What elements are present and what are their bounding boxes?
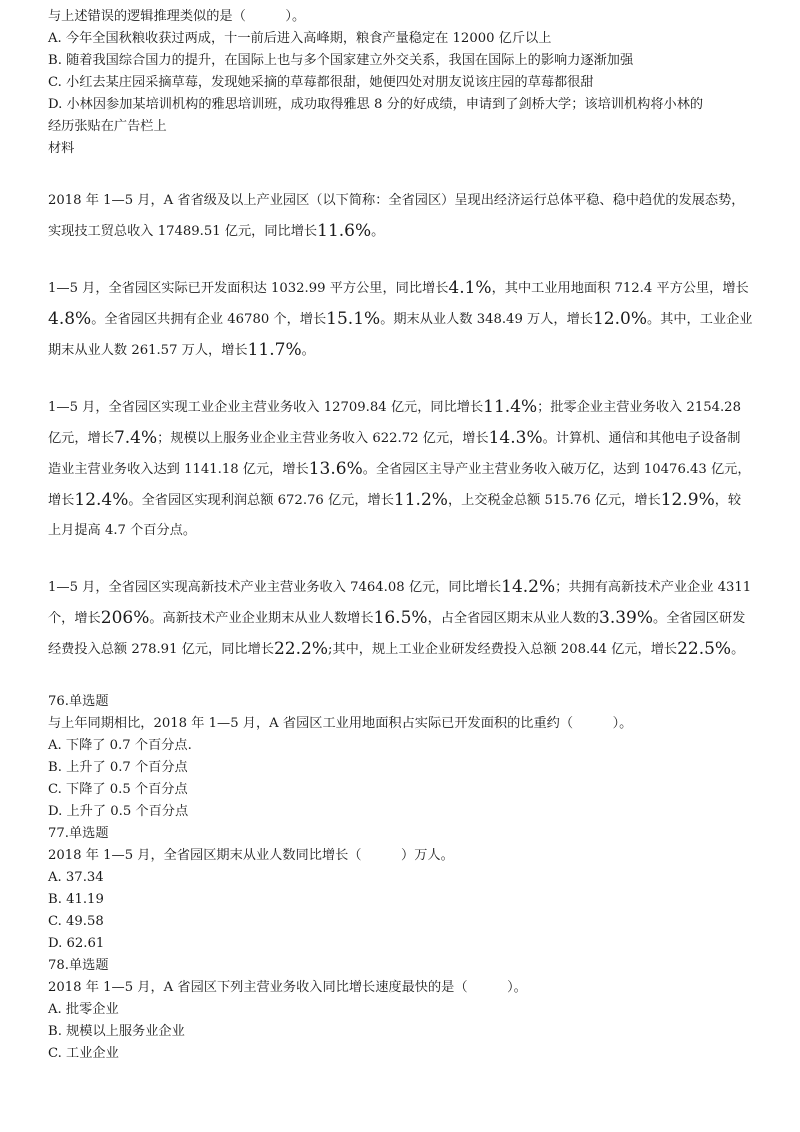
p2-text-4: 。期末从业人数 348.49 万人，增长 [380,312,593,327]
p2-pct-1: 4.1% [448,278,492,298]
p1-pct-1: 11.6% [317,221,372,241]
p4-text-7: 。 [731,642,745,657]
q78-stem: 2018 年 1—5 月，A 省园区下列主营业务收入同比增长速度最快的是（ ）。 [48,980,527,995]
material-paragraph-1 [48,186,753,247]
p3-text-5: 。全省园区主导产业主营业务收入破万亿，达到 10476.43 亿元，增长 [48,462,751,508]
p3-text-8: ，较上月提高 4.7 个百分点。 [48,493,742,538]
p4-text-1: 1—5 月，全省园区实现高新技术产业主营业务收入 7464.08 亿元，同比增长 [48,580,502,595]
q76-option-b: B. 上升了 0.7 个百分点 [48,760,188,775]
p4-pct-5: 22.2% [273,639,328,659]
p2-text-6: 。 [301,343,315,358]
p3-pct-3: 14.3% [488,428,543,448]
p2-pct-3: 15.1% [326,309,381,329]
q76-option-d: D. 上升了 0.5 个百分点 [48,804,189,819]
q76-option-a: A. 下降了 0.7 个百分点. [48,738,192,753]
material-paragraph-3 [48,392,753,546]
p3-pct-7: 12.9% [660,490,715,510]
p4-pct-6: 22.5% [677,639,732,659]
p4-pct-3: 16.5% [373,608,428,628]
material-label: 材料 [48,141,75,156]
p3-text-4: 。计算机、通信和其他电子设备制造业主营业务收入达到 1141.18 亿元，增长 [48,431,741,477]
q76-heading: 76.单选题 [48,694,109,709]
p4-pct-4: 3.39% [599,608,654,628]
p3-pct-2: 7.4% [113,428,158,448]
p3-text-6: 。全省园区实现利润总额 672.76 亿元，增长 [128,493,394,508]
p4-text-5: 。全省园区研发经费投入总额 278.91 亿元，同比增长 [48,611,746,657]
p3-text-3: ；规模以上服务业企业主营业务收入 622.72 亿元，增长 [157,431,489,446]
material-paragraph-4 [48,572,753,665]
q77-option-c: C. 49.58 [48,914,104,929]
p2-pct-2: 4.8% [48,309,92,329]
p2-text-1: 1—5 月，全省园区实际已开发面积达 1032.99 平方公里，同比增长 [48,281,449,296]
q78-option-a: A. 批零企业 [48,1002,119,1017]
p2-pct-5: 11.7% [247,340,302,360]
p3-text-1: 1—5 月，全省园区实现工业企业主营业务收入 12709.84 亿元，同比增长 [48,400,484,415]
p3-text-2: ；批零企业主营业务收入 2154.28 亿元，增长 [48,400,741,446]
q75-option-d: D. 小林因参加某培训机构的雅思培训班，成功取得雅思 8 分的好成绩，申请到了剑桥大学；该培训机构将小林的 [48,97,704,112]
p2-text-3: 。全省园区共拥有企业 46780 个，增长 [91,312,327,327]
p2-text-2: ，其中工业用地面积 712.4 平方公里，增长 [491,281,749,296]
p4-pct-1: 14.2% [501,577,556,597]
q75-stem: 与上述错误的逻辑推理类似的是（ ）。 [48,9,306,24]
material-paragraph-2 [48,273,753,366]
q76-option-c: C. 下降了 0.5 个百分点 [48,782,188,797]
p4-text-6: ;其中，规上工业企业研发经费投入总额 208.44 亿元，增长 [327,642,678,657]
q75-option-d-cont: 经历张贴在广告栏上 [48,119,167,134]
p2-text-5: 。其中，工业企业期末从业人数 261.57 万人，增长 [48,312,753,358]
q77-option-b: B. 41.19 [48,892,104,907]
q78-option-c: C. 工业企业 [48,1046,119,1061]
p4-text-4: ，占全省园区期末从业人数的 [427,611,599,626]
p3-pct-1: 11.4% [483,397,538,417]
p2-pct-4: 12.0% [592,309,647,329]
p1-text-1: 2018 年 1—5 月，A 省省级及以上产业园区（以下简称：全省园区）呈现出经济运行总体平稳、稳中趋优的发展态势，实现技工贸总收入 17489.51 亿元，同比增长 [48,193,745,239]
q78-option-b: B. 规模以上服务业企业 [48,1024,185,1039]
q76-stem: 与上年同期相比，2018 年 1—5 月，A 省园区工业用地面积占实际已开发面积的比重约（ ）。 [48,716,633,731]
q75-option-b: B. 随着我国综合国力的提升，在国际上也与多个国家建立外交关系，我国在国际上的影响力逐渐加强 [48,53,634,68]
p3-pct-5: 12.4% [74,490,129,510]
q77-option-d: D. 62.61 [48,936,105,951]
q77-option-a: A. 37.34 [48,870,104,885]
p4-pct-2: 206% [100,608,150,628]
document-page [48,6,753,1065]
p3-pct-4: 13.6% [308,459,363,479]
p1-text-2: 。 [371,224,385,239]
p3-text-7: ，上交税金总额 515.76 亿元，增长 [447,493,661,508]
q77-heading: 77.单选题 [48,826,109,841]
q75-option-a: A. 今年全国秋粮收获过两成，十一前后进入高峰期，粮食产量稳定在 12000 亿斤以上 [48,31,552,46]
q77-stem: 2018 年 1—5 月，全省园区期末从业人数同比增长（ ）万人。 [48,848,454,863]
p4-text-2: ；共拥有高新技术产业企业 4311 个，增长 [48,580,752,626]
q75-option-c: C. 小红去某庄园采摘草莓，发现她采摘的草莓都很甜，她便四处对朋友说该庄园的草莓都很甜 [48,75,594,90]
p3-pct-6: 11.2% [393,490,448,510]
p4-text-3: 。高新技术产业企业期末从业人数增长 [149,611,374,626]
q78-heading: 78.单选题 [48,958,109,973]
